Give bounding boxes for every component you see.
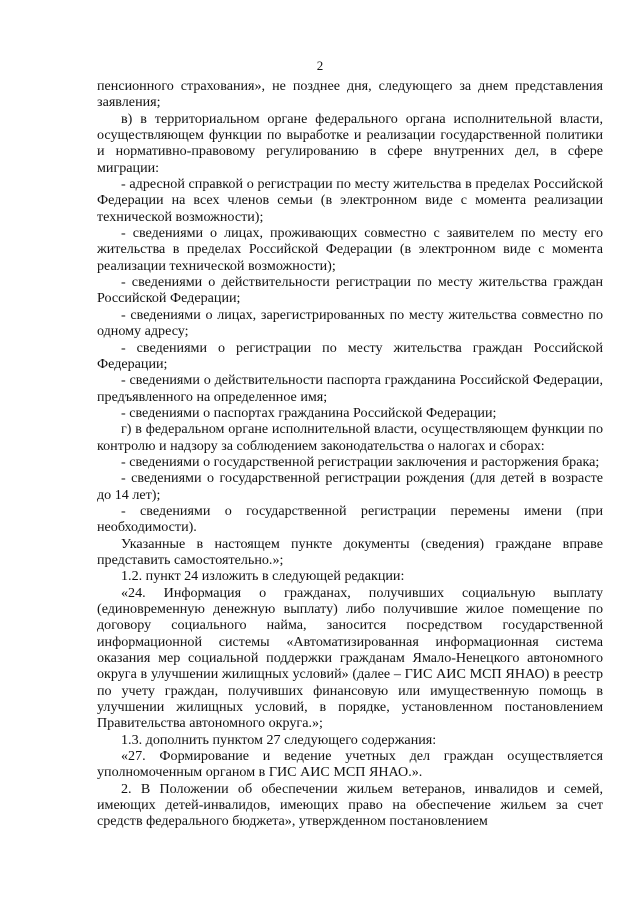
- paragraph: «24. Информация о гражданах, получивших социальную выплату (единовременную денежную выплату) либо получившие жилое помещение по договору социального найма, заносится посредством государственной информационной системы «Автоматизированная информационная система оказания мер социальной поддержки гражданам Ямало-Ненецкого автономного округа в улучшении жилищных условий» (далее – ГИС АИС МСП ЯНАО) в реестр по учету граждан, получивших финансовую или имущественную помощь в улучшении жилищных условий, в порядке, установленном постановлением Правительства автономного округа.»;: [97, 584, 603, 732]
- paragraph: - сведениями о действительности паспорта гражданина Российской Федерации, предъявленного на определенное имя;: [97, 372, 603, 405]
- paragraph: - сведениями о паспортах гражданина Российской Федерации;: [121, 404, 497, 421]
- paragraph: Указанные в настоящем пункте документы (сведения) граждане вправе представить самостоятельно.»;: [97, 535, 603, 568]
- page-number: 2: [316, 58, 324, 73]
- paragraph: пенсионного страхования», не позднее дня, следующего за днем представления заявления;: [97, 78, 603, 111]
- paragraph: «27. Формирование и ведение учетных дел граждан осуществляется уполномоченным органом в ГИС АИС МСП ЯНАО.».: [97, 748, 603, 781]
- paragraph: - сведениями о государственной регистрации рождения (для детей в возрасте до 14 лет);: [97, 470, 603, 503]
- document-body: [97, 78, 603, 830]
- paragraph: - сведениями о лицах, зарегистрированных по месту жительства совместно по одному адресу;: [97, 306, 603, 340]
- paragraph: - сведениями о действительности регистрации по месту жительства граждан Российской Федерации;: [97, 274, 603, 307]
- paragraph: - адресной справкой о регистрации по месту жительства в пределах Российской Федерации на всех членов семьи (в электронном виде с момента реализации технической возможности);: [97, 176, 603, 225]
- paragraph: г) в федеральном органе исполнительной власти, осуществляющем функции по контролю и надзору за соблюдением законодательства о налогах и сборах:: [97, 421, 603, 454]
- paragraph: - сведениями о лицах, проживающих совместно с заявителем по месту его жительства в пределах Российской Федерации (в электронном виде с момента реализации технической возможности);: [97, 225, 603, 274]
- paragraph: в) в территориальном органе федерального органа исполнительной власти, осуществляющем функции по выработке и реализации государственной политики и нормативно-правовому регулированию в сфере внутренних дел, в сфере миграции:: [97, 110, 603, 176]
- paragraph: - сведениями о государственной регистрации заключения и расторжения брака;: [121, 453, 600, 470]
- paragraph: - сведениями о государственной регистрации перемены имени (при необходимости).: [97, 502, 603, 536]
- paragraph: 1.2. пункт 24 изложить в следующей редакции:: [121, 568, 405, 585]
- paragraph: - сведениями о регистрации по месту жительства граждан Российской Федерации;: [97, 339, 603, 372]
- paragraph: 1.3. дополнить пунктом 27 следующего содержания:: [121, 731, 437, 748]
- paragraph: 2. В Положении об обеспечении жильем ветеранов, инвалидов и семей, имеющих детей-инвалидов, имеющих право на обеспечение жильем за счет средств федерального бюджета», утвержденном постановлением: [97, 780, 603, 830]
